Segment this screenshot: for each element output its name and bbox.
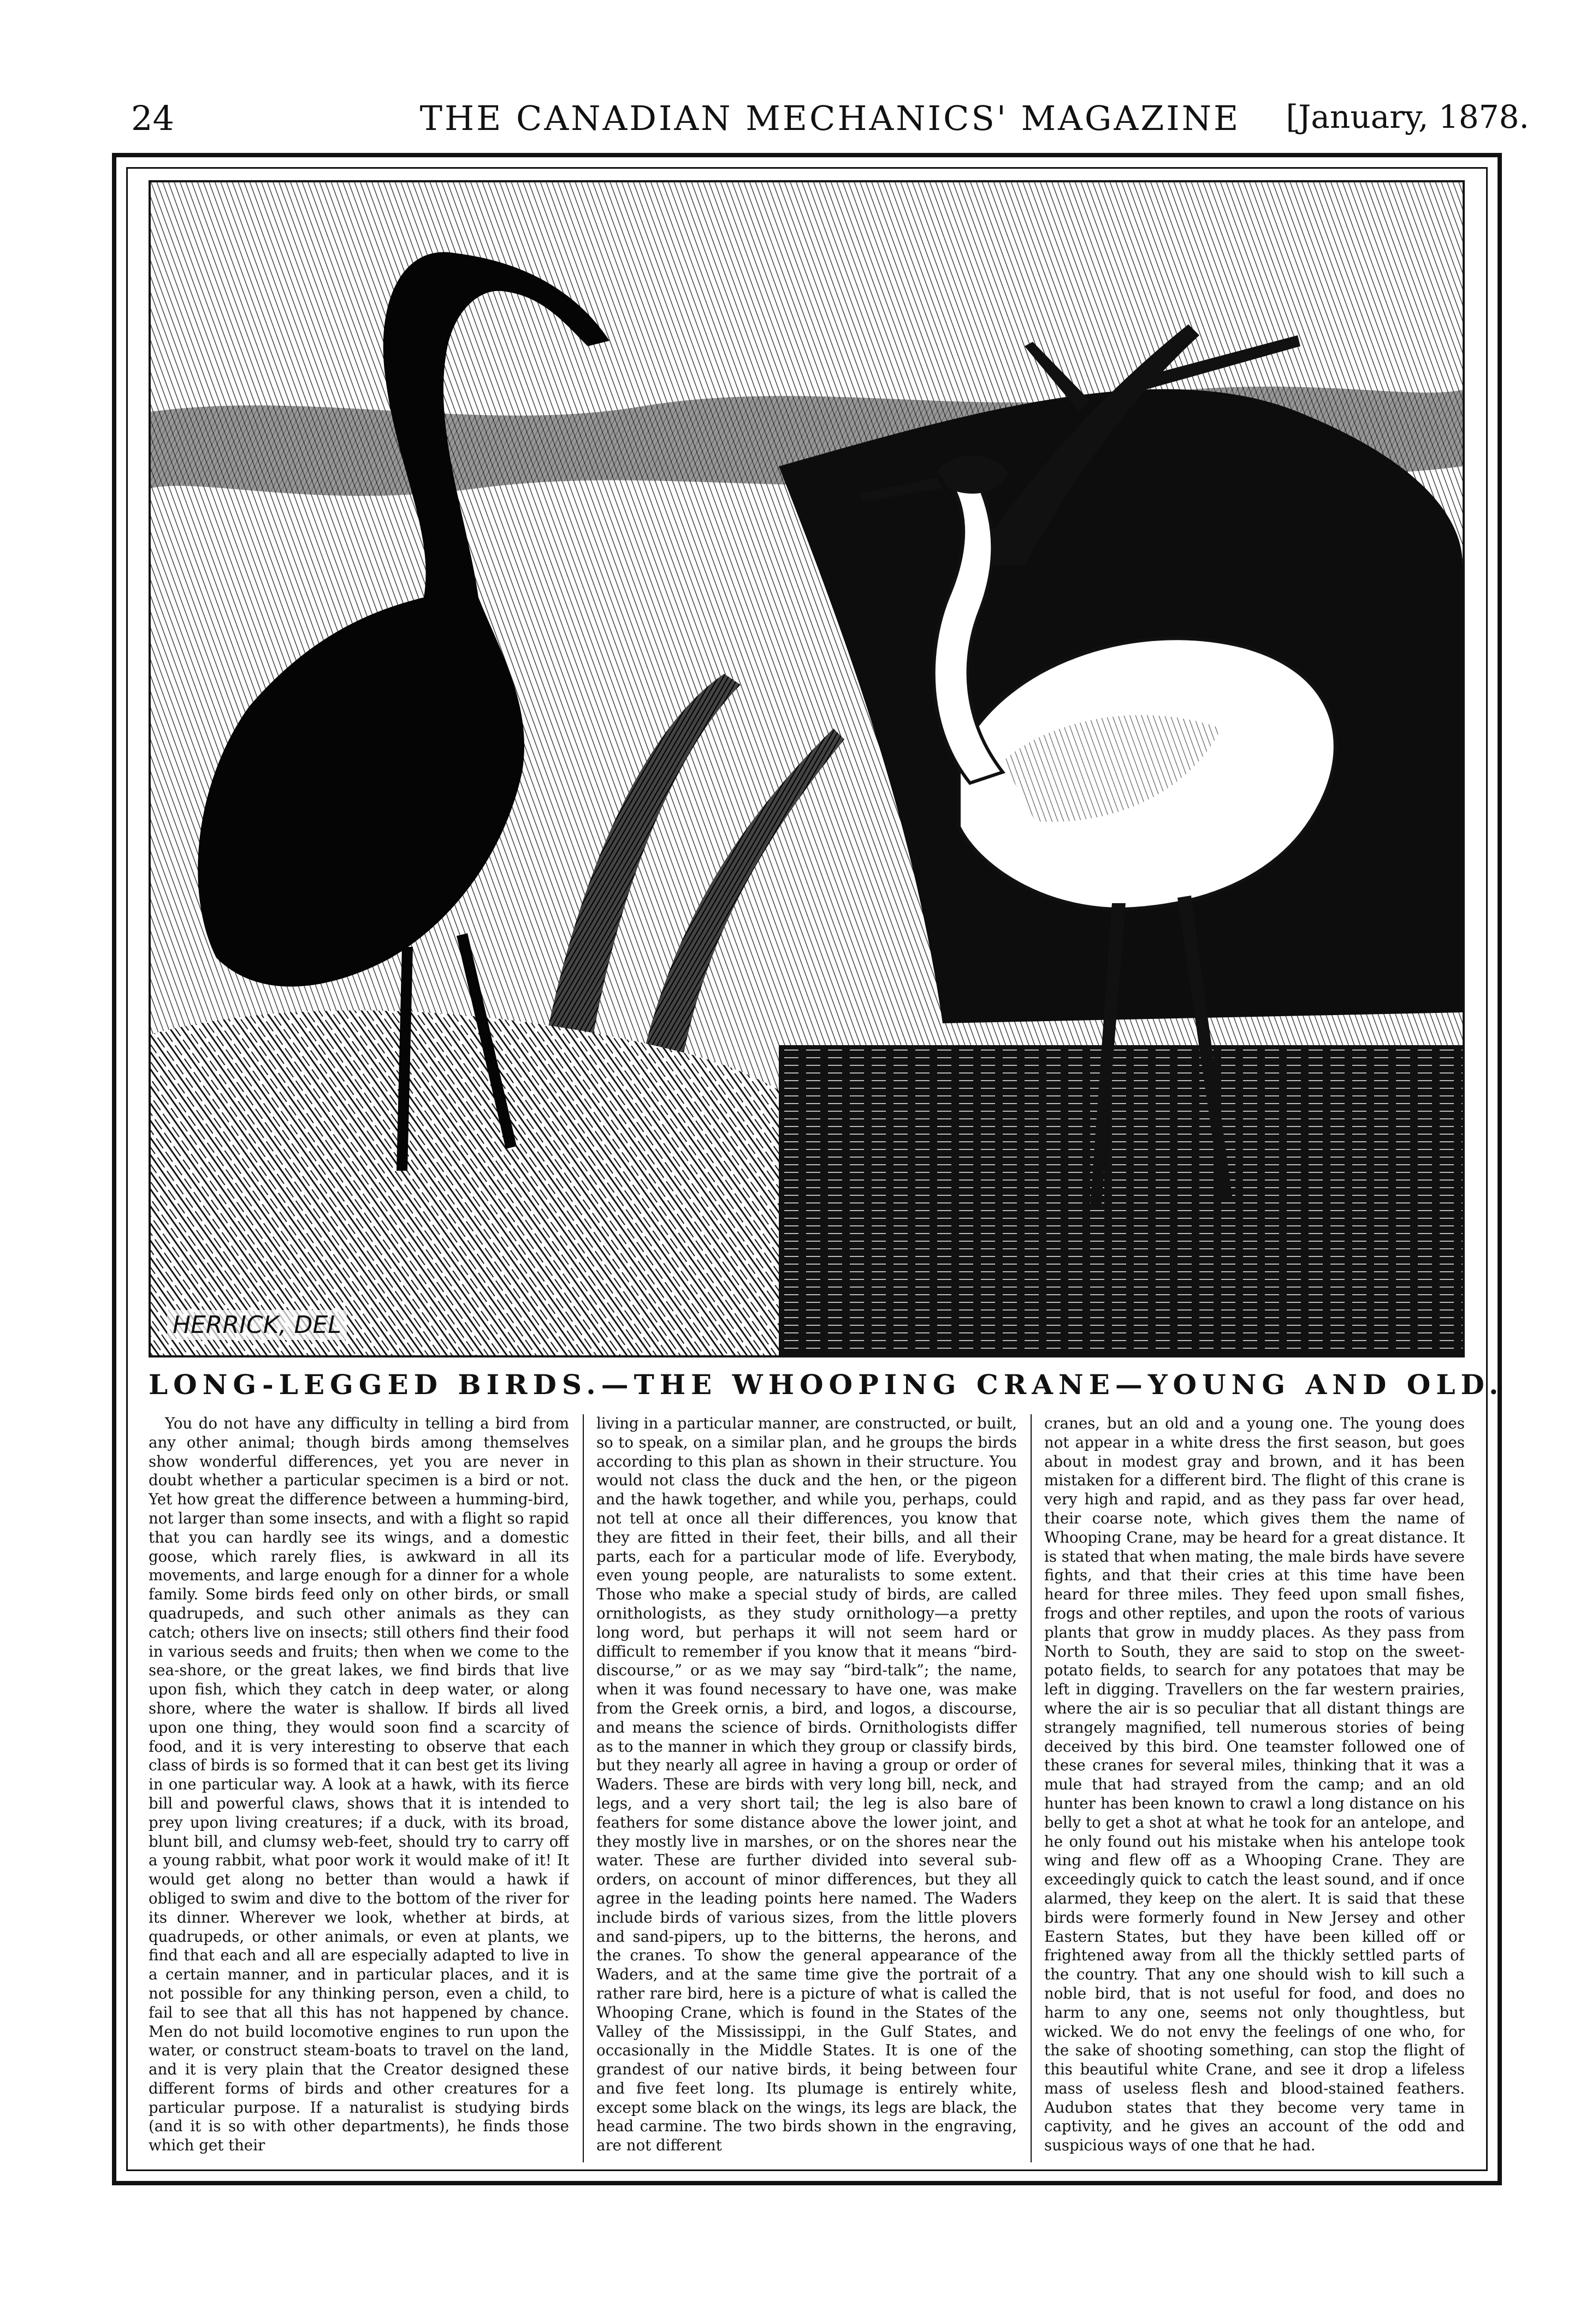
article-paragraph: You do not have any difficulty in telling a bird from any other animal; though birds among themselves show wonderful differences, yet you are never in doubt whether a particular specimen is a bird or not. Yet how great the difference between a humming-bird, not larger than some insects, and with a flight so rapid that you can hardly see its wings, and a domestic goose, which rarely flies, is awkward in all its movements, and large enough for a dinner for a whole family. Some birds feed only on other birds, or small quadrupeds, and such other animals as they can catch; others live on insects; still others find their food in various seeds and fruits; then when we come to the sea-shore, or the great lakes, we find birds that live upon fish, which they catch in deep water, or along shore, where the water is shallow. If birds all lived upon one thing, they would soon find a scarcity of food, and it is very interesting to observe that each class of birds is so formed that it can best get its living in one particular way. A look at a hawk, with its fierce bill and powerful claws, shows that it is intended to prey upon living creatures; if a duck, with its broad, blunt bill, and clumsy web-feet, should try to carry off a young rabbit, what poor work it would make of it! It would get along no better than would a hawk if obliged to swim and dive to the bottom of the river for its dinner. Wherever we look, whether at birds, at quadrupeds, or other animals, or even at plants, we find that each and all are especially adapted to live in a certain manner, and in particular places, and it is not possible for any thinking person, even a child, to fail to see that all this has not happened by chance. Men do not build locomotive engines to run upon the water, or construct steam-boats to travel on the land, and it is very plain that the Creator designed these different forms of birds and other creatures for a particular purpose. If a naturalist is studying birds (and it is so with other departments), he finds those which get their: [149, 1414, 569, 2155]
crane-engraving: [149, 180, 1465, 1357]
artist-signature: HERRICK, DEL: [167, 1310, 347, 1340]
engraving-art: [151, 182, 1463, 1355]
article-column-1: [149, 1414, 569, 2162]
page-header: [131, 98, 1529, 153]
magazine-title: THE CANADIAN MECHANICS' MAGAZINE: [419, 98, 1241, 138]
illustration-caption: LONG-LEGGED BIRDS.—THE WHOOPING CRANE—YOUNG AND OLD.: [149, 1368, 1504, 1401]
article-paragraph: living in a particular manner, are constructed, or built, so to speak, on a similar plan, and he groups the birds according to this plan as shown in their structure. You would not class the duck and the hen, or the pigeon and the hawk together, and while you, perhaps, could not tell at once all their differences, you know that they are fitted in their feet, their bills, and all their parts, each for a particular mode of life. Everybody, even young people, are naturalists to some extent. Those who make a special study of birds, are called ornithologists, as they study ornithology—a pretty long word, but perhaps it will not seem hard or difficult to remember if you know that it means “bird-discourse,” or as we may say “bird-talk”; the name, when it was found necessary to have one, was make from the Greek ornis, a bird, and logos, a discourse, and means the science of birds. Ornithologists differ as to the manner in which they group or classify birds, but they nearly all agree in having a group or order of Waders. These are birds with very long bill, neck, and legs, and a very short tail; the leg is also bare of feathers for some distance above the lower joint, and they mostly live in marshes, or on the shores near the water. These are further divided into several sub-orders, on account of minor differences, but they all agree in the leading points here named. The Waders include birds of various sizes, from the little plovers and sand-pipers, up to the bitterns, the herons, and the cranes. To show the general appearance of the Waders, and at the same time give the portrait of a rather rare bird, here is a picture of what is called the Whooping Crane, which is found in the States of the Valley of the Mississippi, in the Gulf States, and occasionally in the Middle States. It is one of the grandest of our native birds, it being between four and five feet long. Its plumage is entirely white, except some black on the wings, its legs are black, the head carmine. The two birds shown in the engraving, are not different: [596, 1414, 1017, 2155]
article-column-3: [1044, 1414, 1465, 2162]
page-number: 24: [131, 98, 174, 138]
column-divider: [1031, 1414, 1032, 2162]
marsh-water: [779, 1045, 1463, 1355]
article-column-2: [596, 1414, 1017, 2162]
article-body: [149, 1414, 1465, 2162]
column-divider: [583, 1414, 584, 2162]
issue-date: [January, 1878.: [1286, 98, 1529, 135]
article-paragraph: cranes, but an old and a young one. The young does not appear in a white dress the first season, but goes about in modest gray and brown, and it has been mistaken for a different bird. The flight of this crane is very high and rapid, and as they pass far over head, their coarse note, which gives them the name of Whooping Crane, may be heard for a great distance. It is stated that when mating, the male birds have severe fights, and that their cries at this time have been heard for three miles. They feed upon small fishes, frogs and other reptiles, and upon the roots of various plants that grow in muddy places. As they pass from North to South, they are said to stop on the sweet-potato fields, to search for any potatoes that may be left in digging. Travellers on the far western prairies, where the air is so peculiar that all distant things are strangely magnified, tell numerous stories of being deceived by this bird. One teamster followed one of these cranes for several miles, thinking that it was a mule that had strayed from the camp; and an old hunter has been known to crawl a long distance on his belly to get a shot at what he took for an antelope, and he only found out his mistake when his antelope took wing and flew off as a Whooping Crane. They are exceedingly quick to catch the least sound, and if once alarmed, they keep on the alert. It is said that these birds were formerly found in New Jersey and other Eastern States, but they have been killed off or frightened away from all the thickly settled parts of the country. That any one should wish to kill such a noble bird, that is not useful for food, and does no harm to any one, seems not only thoughtless, but wicked. We do not envy the feelings of one who, for the sake of shooting something, can stop the flight of this beautiful white Crane, and see it drop a lifeless mass of useless flesh and blood-stained feathers. Audubon states that they become very tame in captivity, and he gives an account of the odd and suspicious ways of one that he had.: [1044, 1414, 1465, 2155]
